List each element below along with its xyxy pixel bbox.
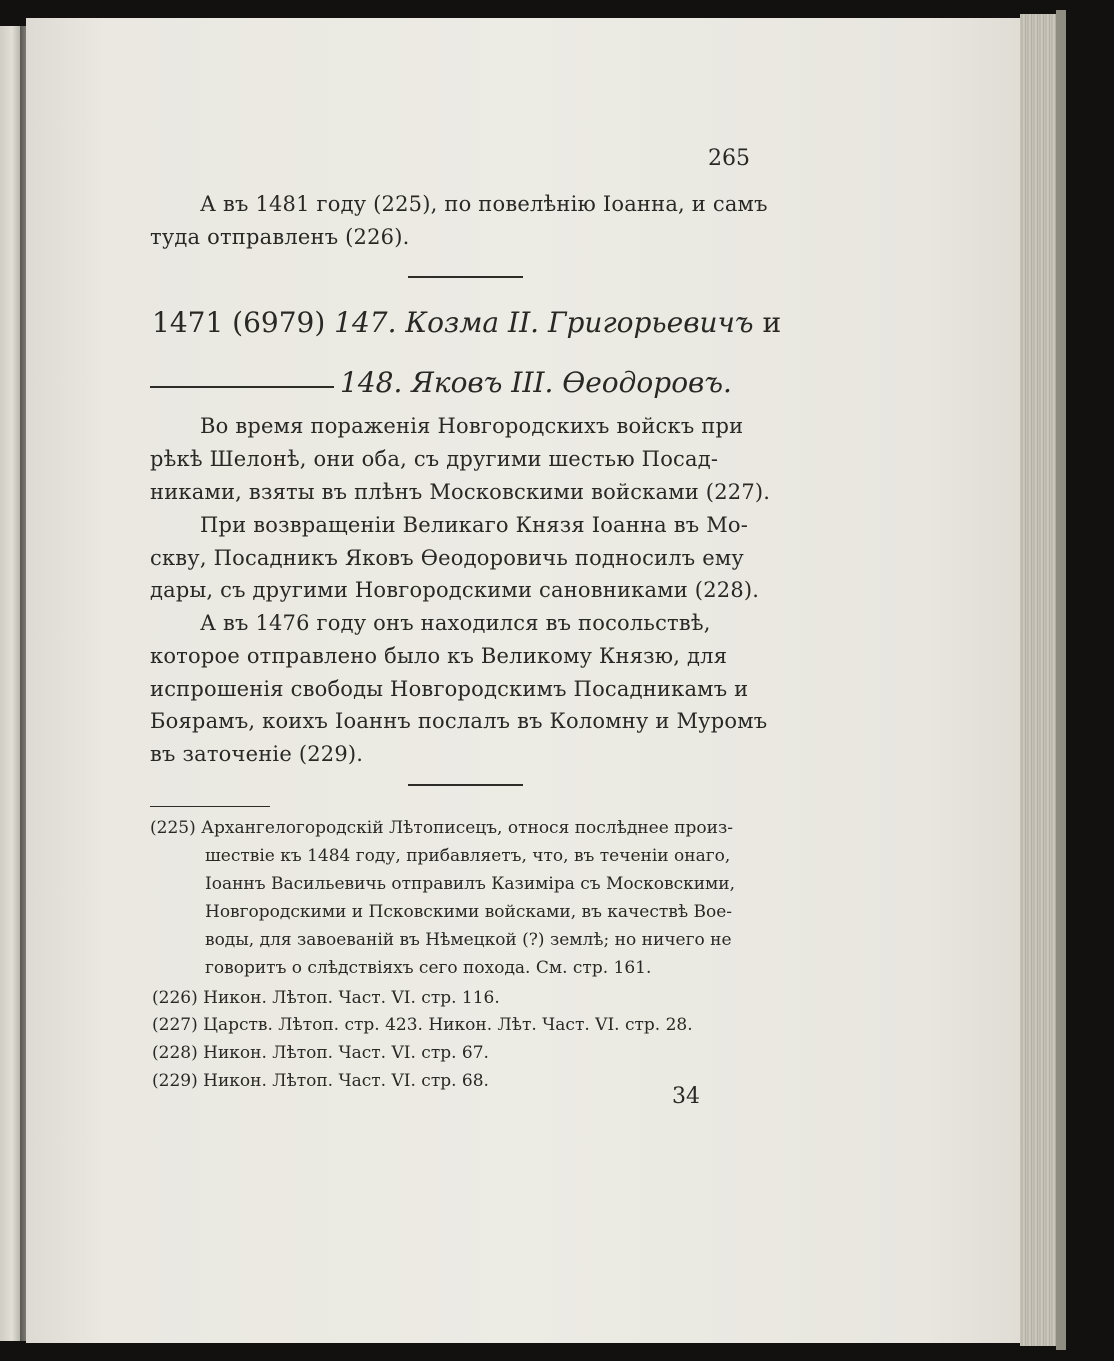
body-line: никами, взяты въ плѣнъ Московскими войсками (227). xyxy=(150,480,771,504)
section-divider xyxy=(408,276,523,278)
signature-mark: 34 xyxy=(672,1084,700,1109)
intro-line: А въ 1481 году (225), по повелѣнію Іоанна, и самъ xyxy=(200,192,768,216)
body-line: испрошенія свободы Новгородскимъ Посадникамъ и xyxy=(150,677,749,701)
footnote-line: говоритъ о слѣдствіяхъ сего похода. См. стр. 161. xyxy=(205,958,652,978)
intro-line: туда отправленъ (226). xyxy=(150,225,410,249)
footnote-line: Іоаннъ Васильевичь отправилъ Казиміра съ Московскими, xyxy=(205,874,736,894)
entry-heading-line-1 xyxy=(152,306,781,339)
section-end-divider xyxy=(408,784,523,786)
heading-conjunction: и xyxy=(762,306,782,339)
body-line: Боярамъ, коихъ Іоаннъ послалъ въ Коломну и Муромъ xyxy=(150,709,768,733)
page-number: 265 xyxy=(708,146,750,171)
footnote-line: Новгородскими и Псковскими войсками, въ качествѣ Вое- xyxy=(205,902,733,922)
body-line: При возвращеніи Великаго Князя Іоанна въ Мо- xyxy=(200,513,749,537)
body-line: Во время пораженія Новгородскихъ войскъ при xyxy=(200,414,744,438)
footnote-line: (229) Никон. Лѣтоп. Част. VI. стр. 68. xyxy=(152,1071,489,1091)
footnote-line: (226) Никон. Лѣтоп. Част. VI. стр. 116. xyxy=(152,988,500,1008)
footnote-rule xyxy=(150,806,270,807)
footnote-line: (228) Никон. Лѣтоп. Част. VI. стр. 67. xyxy=(152,1043,489,1063)
body-line: рѣкѣ Шелонѣ, они оба, съ другими шестью Посад- xyxy=(150,447,719,471)
footnote-line: (227) Царств. Лѣтоп. стр. 423. Никон. Лѣт. Част. VI. стр. 28. xyxy=(152,1015,693,1035)
heading-year: 1471 (6979) xyxy=(152,306,326,339)
entry-heading-line-2 xyxy=(340,366,732,399)
body-line: которое отправлено было къ Великому Князю, для xyxy=(150,644,728,668)
footnote-line: (225) Архангелогородскій Лѣтописецъ, относя послѣднее произ- xyxy=(150,818,733,838)
heading-dash-rule xyxy=(150,386,334,388)
body-line: въ заточеніе (229). xyxy=(150,742,364,766)
footnote-line: шествіе къ 1484 году, прибавляетъ, что, въ теченіи онаго, xyxy=(205,846,731,866)
body-line: скву, Посадникъ Яковъ Ѳеодоровичь подносилъ ему xyxy=(150,546,744,570)
heading-name-1: 147. Козма II. Григорьевичъ xyxy=(334,306,754,339)
body-line: А въ 1476 году онъ находился въ посольствѣ, xyxy=(200,611,711,635)
heading-name-2: 148. Яковъ III. Ѳеодоровъ. xyxy=(340,366,732,399)
body-line: дары, съ другими Новгородскими сановниками (228). xyxy=(150,578,760,602)
footnote-line: воды, для завоеваній въ Нѣмецкой (?) землѣ; но ничего не xyxy=(205,930,732,950)
page-stack-shade xyxy=(1056,10,1066,1350)
left-page-edge xyxy=(0,26,20,1341)
